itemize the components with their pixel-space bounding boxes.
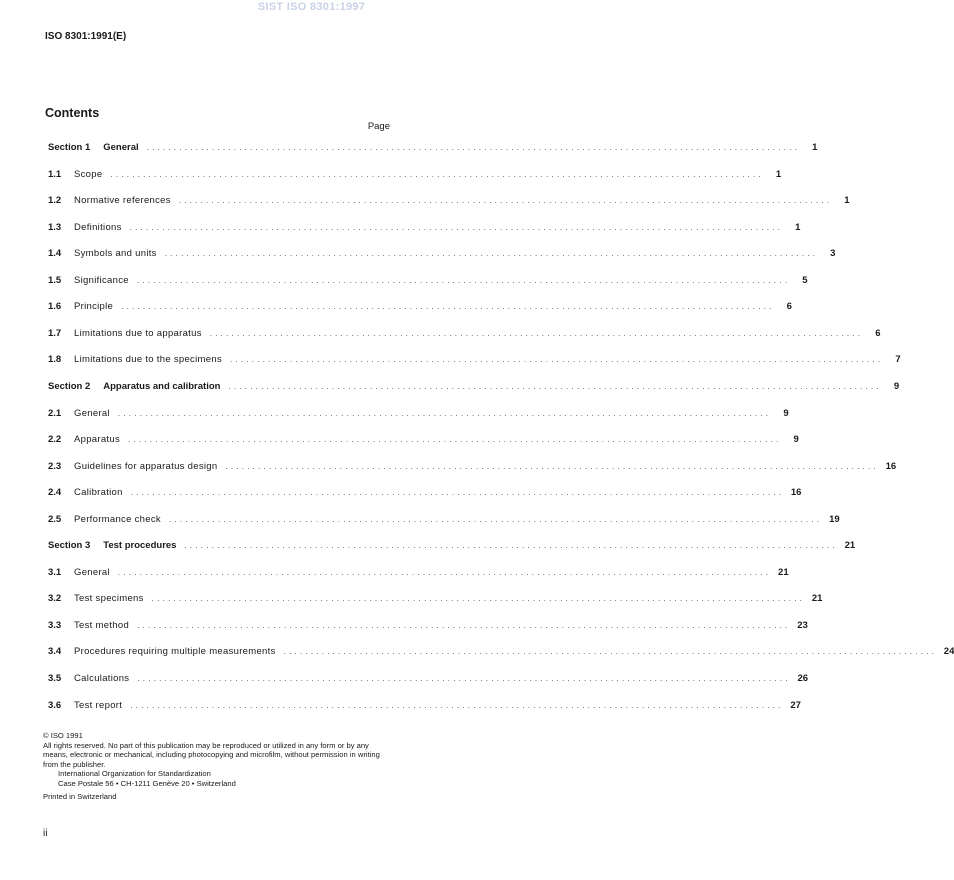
toc-entry[interactable] [48,593,823,607]
toc-dot-leader: . . . . . . . . . . . . . . . . . . . . . . . . . . . . . . . . . . . . . . . . . . . . . . . . . . . . . . . . . . . . . . . . . . . . . . . . . . . . . . . . . . . . . . . . . . . . . . . . . . . . . . . . . . . . . . . . . . . . . . . . [146,143,798,152]
toc-dot-leader: . . . . . . . . . . . . . . . . . . . . . . . . . . . . . . . . . . . . . . . . . . . . . . . . . . . . . . . . . . . . . . . . . . . . . . . . . . . . . . . . . . . . . . . . . . . . . . . . . . . . . . . . . . . . . . . . . . . . . . . . [129,222,781,232]
toc-entry-page: 6 [786,301,792,313]
toc-dot-leader: . . . . . . . . . . . . . . . . . . . . . . . . . . . . . . . . . . . . . . . . . . . . . . . . . . . . . . . . . . . . . . . . . . . . . . . . . . . . . . . . . . . . . . . . . . . . . . . . . . . . . . . . . . . . . . . . . . . . . . . . [130,488,782,498]
toc-dot-leader: . . . . . . . . . . . . . . . . . . . . . . . . . . . . . . . . . . . . . . . . . . . . . . . . . . . . . . . . . . . . . . . . . . . . . . . . . . . . . . . . . . . . . . . . . . . . . . . . . . . . . . . . . . . . . . . . . . . . . . . . [137,620,788,630]
toc-entry-page: 21 [811,593,823,605]
toc-entry-number: 2.5 [48,513,62,525]
toc-entry-page: 5 [802,274,808,286]
toc-entry-number: Section 1 [48,142,91,153]
toc-entry-title: Significance [74,274,129,286]
toc-dot-leader: . . . . . . . . . . . . . . . . . . . . . . . . . . . . . . . . . . . . . . . . . . . . . . . . . . . . . . . . . . . . . . . . . . . . . . . . . . . . . . . . . . . . . . . . . . . . . . . . . . . . . . . . . . . . . . . . . . . . . . . . [228,381,880,391]
toc-entry[interactable] [48,513,840,528]
watermark: SIST ISO 8301:1997 [257,1,366,13]
toc-entry-page: 1 [844,195,850,207]
toc-entry[interactable] [48,540,856,554]
toc-entry[interactable] [48,142,818,156]
toc-entry-title: Limitations due to apparatus [74,327,202,339]
toc-entry-number: 1.5 [48,274,62,286]
toc-entry[interactable] [48,434,799,448]
toc-entry-number: 3.6 [48,699,62,711]
toc-entry-title: Apparatus and calibration [103,380,221,392]
toc-entry-title: Test report [74,699,123,711]
printed-in: Printed in Switzerland [43,791,117,801]
toc-dot-leader: . . . . . . . . . . . . . . . . . . . . . . . . . . . . . . . . . . . . . . . . . . . . . . . . . . . . . . . . . . . . . . . . . . . . . . . . . . . . . . . . . . . . . . . . . . . . . . . . . . . . . . . . . . . . . . . . . . . . . . . . [117,408,769,418]
toc-entry-number: 1.1 [48,168,62,180]
toc-entry-title: Guidelines for apparatus design [74,460,218,472]
toc-dot-leader: . . . . . . . . . . . . . . . . . . . . . . . . . . . . . . . . . . . . . . . . . . . . . . . . . . . . . . . . . . . . . . . . . . . . . . . . . . . . . . . . . . . . . . . . . . . . . . . . . . . . . . . . . . . . . . . . . . . . . . . . [225,461,877,471]
organization-name: International Organization for Standardization [58,769,211,779]
toc-entry-page: 24 [943,646,954,658]
toc-entry-title: Normative references [74,195,171,207]
toc-entry-number: Section 2 [48,380,91,392]
toc-entry-number: 1.7 [48,327,62,339]
toc-dot-leader: . . . . . . . . . . . . . . . . . . . . . . . . . . . . . . . . . . . . . . . . . . . . . . . . . . . . . . . . . . . . . . . . . . . . . . . . . . . . . . . . . . . . . . . . . . . . . . . . . . . . . . . . . . . . . . . . . . . . . . . . [151,594,803,604]
toc-entry-number: 3.3 [48,619,62,631]
document-id: ISO 8301:1991(E) [45,31,127,42]
toc-entry-page: 16 [885,460,897,472]
toc-entry-title: Limitations due to the specimens [74,354,222,366]
toc-entry-page: 23 [797,619,808,631]
toc-entry-page: 19 [829,513,840,525]
toc-entry-number: 1.3 [48,221,62,233]
toc-dot-leader: . . . . . . . . . . . . . . . . . . . . . . . . . . . . . . . . . . . . . . . . . . . . . . . . . . . . . . . . . . . . . . . . . . . . . . . . . . . . . . . . . . . . . . . . . . . . . . . . . . . . . . . . . . . . . . . . . . . . . . . . [137,674,789,683]
contents-heading: Contents [45,106,100,120]
toc-entry-page: 6 [875,327,881,339]
toc-entry[interactable] [48,487,802,501]
toc-entry[interactable] [48,460,897,475]
toc-entry[interactable] [48,327,881,342]
toc-entry[interactable] [48,274,808,289]
toc-entry[interactable] [48,168,782,183]
toc-entry-number: 1.8 [48,354,62,366]
toc-entry-page: 1 [795,221,801,233]
toc-entry-title: Test specimens [74,593,144,605]
toc-dot-leader: . . . . . . . . . . . . . . . . . . . . . . . . . . . . . . . . . . . . . . . . . . . . . . . . . . . . . . . . . . . . . . . . . . . . . . . . . . . . . . . . . . . . . . . . . . . . . . . . . . . . . . . . . . . . . . . . . . . . . . . . [283,647,935,657]
page-column-label: Page [367,121,390,132]
toc-entry[interactable] [48,195,850,209]
toc-entry-page: 21 [844,540,856,552]
toc-entry-number: 3.1 [48,566,62,578]
toc-entry-title: Calculations [74,673,130,684]
toc-dot-leader: . . . . . . . . . . . . . . . . . . . . . . . . . . . . . . . . . . . . . . . . . . . . . . . . . . . . . . . . . . . . . . . . . . . . . . . . . . . . . . . . . . . . . . . . . . . . . . . . . . . . . . . . . . . . . . . . . . . . . . . . [110,169,762,179]
toc-entry-number: 2.4 [48,487,62,499]
toc-entry-page: 9 [783,407,789,419]
toc-entry-number: 3.4 [48,646,62,658]
toc-dot-leader: . . . . . . . . . . . . . . . . . . . . . . . . . . . . . . . . . . . . . . . . . . . . . . . . . . . . . . . . . . . . . . . . . . . . . . . . . . . . . . . . . . . . . . . . . . . . . . . . . . . . . . . . . . . . . . . . . . . . . . . . [117,567,769,577]
toc-dot-leader: . . . . . . . . . . . . . . . . . . . . . . . . . . . . . . . . . . . . . . . . . . . . . . . . . . . . . . . . . . . . . . . . . . . . . . . . . . . . . . . . . . . . . . . . . . . . . . . . . . . . . . . . . . . . . . . . . . . . . . . . [229,355,881,365]
toc-entry-page: 1 [775,168,782,180]
toc-entry[interactable] [48,354,901,368]
copyright-notice [43,731,391,801]
organization-address: Case Postale 56 • CH-1211 Genève 20 • Switzerland [58,778,236,788]
toc-entry-number: 1.6 [48,301,62,313]
toc-entry-page: 27 [790,699,801,711]
toc-entry-number: 3.5 [48,673,62,684]
toc-dot-leader: . . . . . . . . . . . . . . . . . . . . . . . . . . . . . . . . . . . . . . . . . . . . . . . . . . . . . . . . . . . . . . . . . . . . . . . . . . . . . . . . . . . . . . . . . . . . . . . . . . . . . . . . . . . . . . . . . . . . . . . . [184,541,836,551]
toc-entry[interactable] [48,619,808,634]
toc-entry-title: General [103,142,139,153]
toc-entry-number: 1.2 [48,195,62,207]
toc-entry-number: Section 3 [48,540,91,552]
toc-entry-title: General [74,407,110,419]
toc-entry[interactable] [48,407,789,422]
toc-entry-title: Test method [74,619,130,631]
toc-entry-title: Symbols and units [74,248,157,260]
toc-dot-leader: . . . . . . . . . . . . . . . . . . . . . . . . . . . . . . . . . . . . . . . . . . . . . . . . . . . . . . . . . . . . . . . . . . . . . . . . . . . . . . . . . . . . . . . . . . . . . . . . . . . . . . . . . . . . . . . . . . . . . . . . [209,328,861,338]
toc-entry-page: 26 [797,673,809,684]
toc-entry[interactable] [48,221,801,236]
toc-entry[interactable] [48,646,954,660]
toc-dot-leader: . . . . . . . . . . . . . . . . . . . . . . . . . . . . . . . . . . . . . . . . . . . . . . . . . . . . . . . . . . . . . . . . . . . . . . . . . . . . . . . . . . . . . . . . . . . . . . . . . . . . . . . . . . . . . . . . . . . . . . . . [128,435,779,445]
toc-entry[interactable] [48,380,900,395]
toc-entry-title: Calibration [74,487,123,499]
toc-dot-leader: . . . . . . . . . . . . . . . . . . . . . . . . . . . . . . . . . . . . . . . . . . . . . . . . . . . . . . . . . . . . . . . . . . . . . . . . . . . . . . . . . . . . . . . . . . . . . . . . . . . . . . . . . . . . . . . . . . . . . . . . [168,514,820,524]
toc-entry-page: 21 [778,566,789,578]
toc-entry-number: 2.1 [48,407,62,419]
page-number: ii [43,828,48,839]
toc-entry-title: General [74,566,110,578]
toc-dot-leader: . . . . . . . . . . . . . . . . . . . . . . . . . . . . . . . . . . . . . . . . . . . . . . . . . . . . . . . . . . . . . . . . . . . . . . . . . . . . . . . . . . . . . . . . . . . . . . . . . . . . . . . . . . . . . . . . . . . . . . . . [121,302,772,312]
toc-entry-page: 1 [812,142,818,153]
rights-statement: All rights reserved. No part of this publication may be reproduced or utilized in any form or by any means, electronic or mechanical, including photocopying and microfilm, without permission in writing from the publisher. [43,740,380,769]
toc-entry-title: Test procedures [103,540,177,552]
toc-entry-number: 1.4 [48,248,62,260]
toc-entry-number: 2.3 [48,460,62,472]
toc-entry[interactable] [48,699,801,714]
copyright-year: © ISO 1991 [43,731,83,740]
toc-entry-page: 9 [793,434,799,446]
toc-entry-title: Performance check [74,513,161,525]
toc-entry-number: 3.2 [48,593,62,605]
toc-dot-leader: . . . . . . . . . . . . . . . . . . . . . . . . . . . . . . . . . . . . . . . . . . . . . . . . . . . . . . . . . . . . . . . . . . . . . . . . . . . . . . . . . . . . . . . . . . . . . . . . . . . . . . . . . . . . . . . . . . . . . . . . [136,275,788,285]
toc-entry[interactable] [48,566,789,581]
toc-entry-number: 2.2 [48,434,62,446]
toc-entry-page: 7 [895,354,901,366]
toc-entry-page: 16 [790,487,802,499]
toc-entry-page: 3 [830,248,836,260]
toc-entry[interactable] [48,673,809,687]
toc-dot-leader: . . . . . . . . . . . . . . . . . . . . . . . . . . . . . . . . . . . . . . . . . . . . . . . . . . . . . . . . . . . . . . . . . . . . . . . . . . . . . . . . . . . . . . . . . . . . . . . . . . . . . . . . . . . . . . . . . . . . . . . . [178,196,830,206]
toc-entry[interactable] [48,248,836,262]
toc-entry[interactable] [48,301,792,315]
toc-entry-page: 9 [893,380,900,392]
toc-entry-title: Scope [74,168,103,180]
toc-dot-leader: . . . . . . . . . . . . . . . . . . . . . . . . . . . . . . . . . . . . . . . . . . . . . . . . . . . . . . . . . . . . . . . . . . . . . . . . . . . . . . . . . . . . . . . . . . . . . . . . . . . . . . . . . . . . . . . . . . . . . . . . [130,700,781,710]
toc-entry-title: Principle [74,301,114,313]
toc-dot-leader: . . . . . . . . . . . . . . . . . . . . . . . . . . . . . . . . . . . . . . . . . . . . . . . . . . . . . . . . . . . . . . . . . . . . . . . . . . . . . . . . . . . . . . . . . . . . . . . . . . . . . . . . . . . . . . . . . . . . . . . . [164,249,816,259]
toc-entry-title: Definitions [74,221,122,233]
toc-entry-title: Apparatus [74,434,121,446]
toc-entry-title: Procedures requiring multiple measurements [74,646,276,658]
